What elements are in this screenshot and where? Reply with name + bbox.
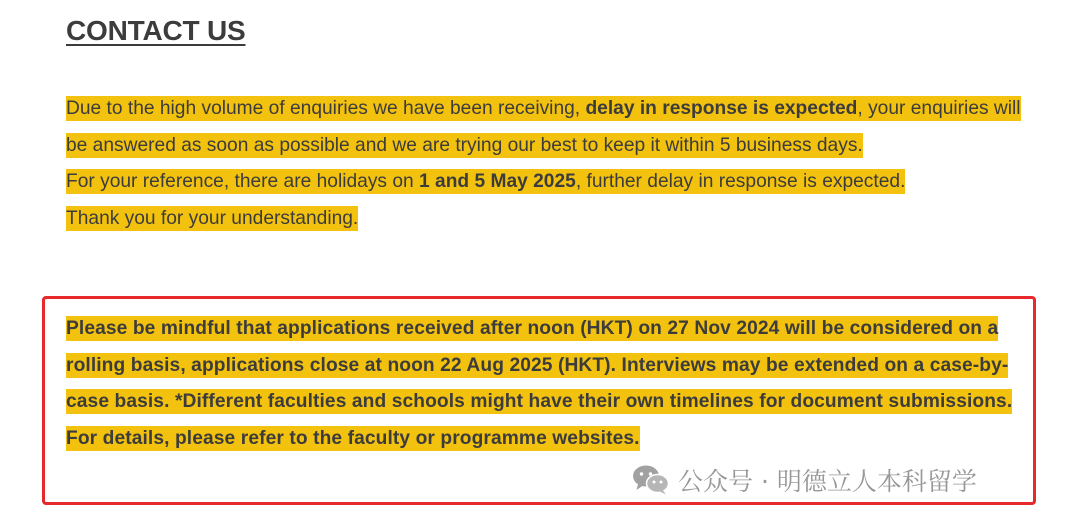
enquiry-notice	[66, 91, 1026, 237]
watermark	[632, 462, 977, 498]
notice-text-1a: Due to the high volume of enquiries we have been receiving,	[66, 98, 586, 119]
holiday-text-c: , further delay in response is expected.	[575, 171, 906, 193]
wechat-icon	[632, 464, 670, 496]
holiday-text-a: For your reference, there are holidays on	[66, 171, 420, 193]
page-title: CONTACT US	[66, 15, 246, 46]
holiday-highlight	[66, 169, 905, 194]
deadline-notice	[66, 311, 1031, 457]
holiday-dates: 1 and 5 May 2025	[419, 171, 576, 193]
deadline-text: Please be mindful that applications received after noon (HKT) on 27 Nov 2024 will be considered on a rolling basis, applications close at noon 22 Aug 2025 (HKT). Interviews may be extended on a case-by-case basis. *Different faculties and schools might have their own timelines for document submissions. For details, please refer to the faculty or programme websites.	[66, 318, 1013, 449]
thanks-text: Thank you for your understanding.	[66, 207, 359, 229]
watermark-text: 公众号 · 明德立人本科留学	[678, 467, 977, 496]
notice-text-1c: , your enquiries will be answered as soon as possible and we are trying our best to keep it within 5 business days.	[66, 98, 1021, 156]
notice-delay-emphasis: delay in response is expected	[585, 98, 858, 119]
notice-highlight	[66, 96, 1021, 158]
